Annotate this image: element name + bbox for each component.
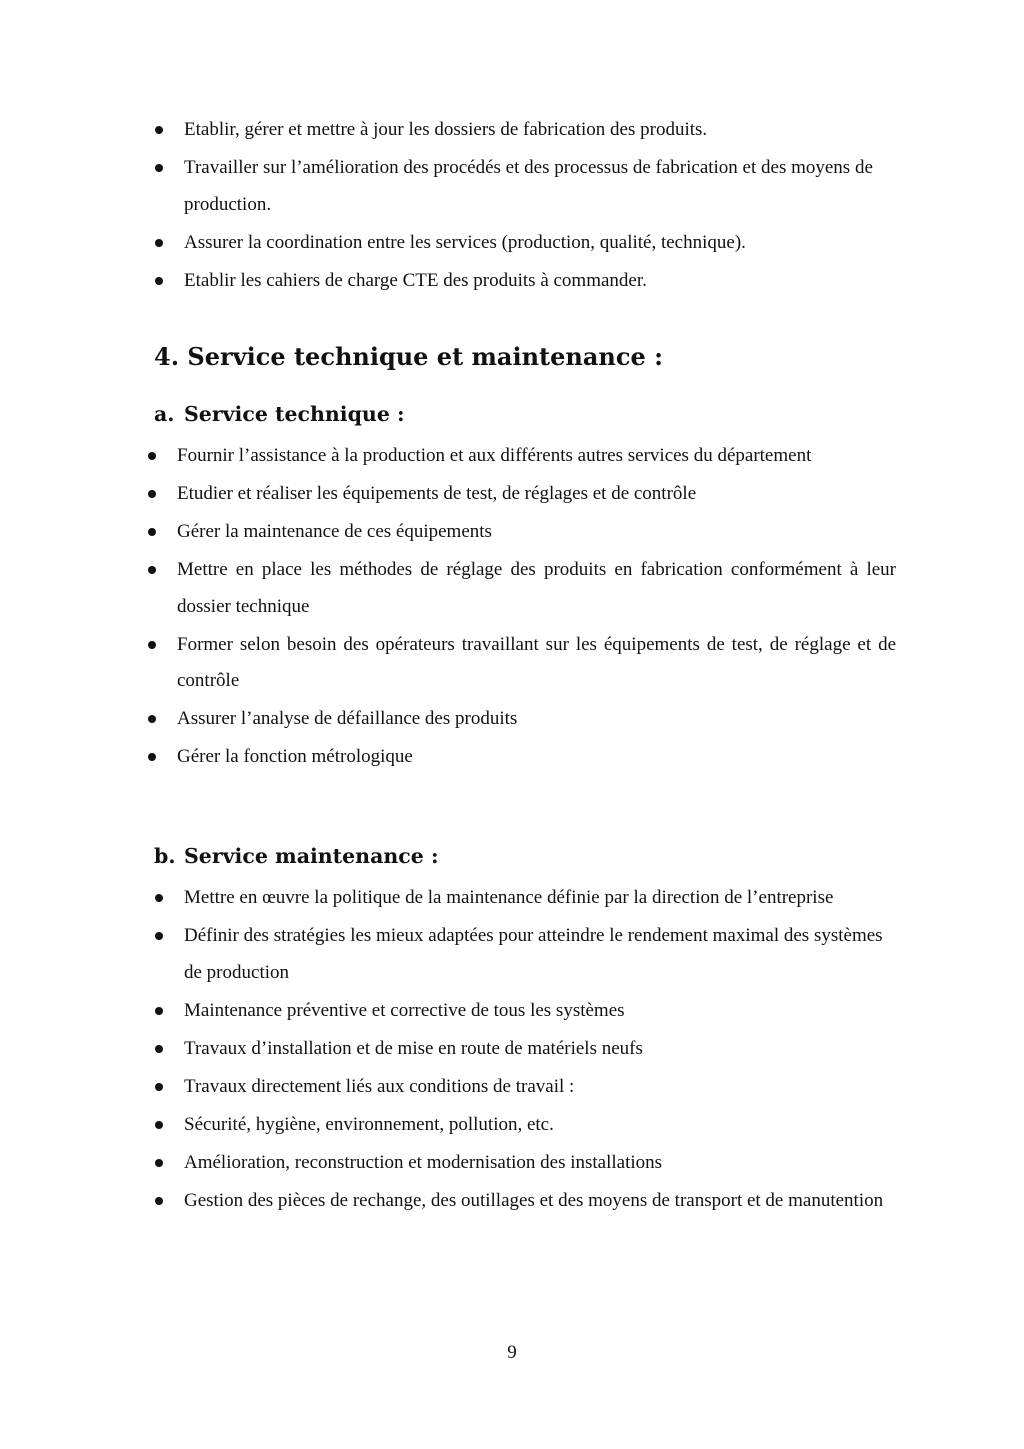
list-item: Gestion des pièces de rechange, des outillages et des moyens de transport et de manutention xyxy=(184,1183,900,1220)
technique-bullet-list xyxy=(177,438,896,777)
maintenance-bullet-list xyxy=(184,880,900,1221)
list-item: Gérer la maintenance de ces équipements xyxy=(177,514,896,551)
section-heading xyxy=(154,339,663,375)
list-item: Etablir, gérer et mettre à jour les dossiers de fabrication des produits. xyxy=(184,112,900,149)
page-number: 9 xyxy=(507,1342,517,1363)
list-item: Mettre en place les méthodes de réglage des produits en fabrication conformément à leur dossier technique xyxy=(177,552,896,625)
subsection-heading-maintenance xyxy=(154,840,439,872)
list-item: Travaux directement liés aux conditions de travail : xyxy=(184,1069,900,1106)
list-item: Travaux d’installation et de mise en route de matériels neufs xyxy=(184,1031,900,1068)
list-item: Amélioration, reconstruction et modernisation des installations xyxy=(184,1145,900,1182)
list-item: Etudier et réaliser les équipements de test, de réglages et de contrôle xyxy=(177,476,896,513)
subsection-letter: b. xyxy=(154,844,176,868)
list-item: Former selon besoin des opérateurs travaillant sur les équipements de test, de réglage et de contrôle xyxy=(177,627,896,700)
list-item: Mettre en œuvre la politique de la maintenance définie par la direction de l’entreprise xyxy=(184,880,900,917)
list-item: Sécurité, hygiène, environnement, pollution, etc. xyxy=(184,1107,900,1144)
subsection-heading-technique xyxy=(154,398,405,430)
list-item: Gérer la fonction métrologique xyxy=(177,739,896,776)
list-item: Assurer l’analyse de défaillance des produits xyxy=(177,701,896,738)
intro-bullet-list xyxy=(184,112,900,301)
subsection-title: Service maintenance : xyxy=(184,844,439,868)
subsection-title: Service technique : xyxy=(184,402,405,426)
section-number: 4. xyxy=(154,342,180,371)
list-item: Assurer la coordination entre les services (production, qualité, technique). xyxy=(184,225,900,262)
list-item: Travailler sur l’amélioration des procédés et des processus de fabrication et des moyens de production. xyxy=(184,150,900,223)
list-item: Fournir l’assistance à la production et aux différents autres services du département xyxy=(177,438,896,475)
list-item: Etablir les cahiers de charge CTE des produits à commander. xyxy=(184,263,900,300)
section-title: Service technique et maintenance : xyxy=(187,342,663,371)
list-item: Définir des stratégies les mieux adaptées pour atteindre le rendement maximal des systèmes de production xyxy=(184,918,900,991)
list-item: Maintenance préventive et corrective de tous les systèmes xyxy=(184,993,900,1030)
subsection-letter: a. xyxy=(154,402,175,426)
